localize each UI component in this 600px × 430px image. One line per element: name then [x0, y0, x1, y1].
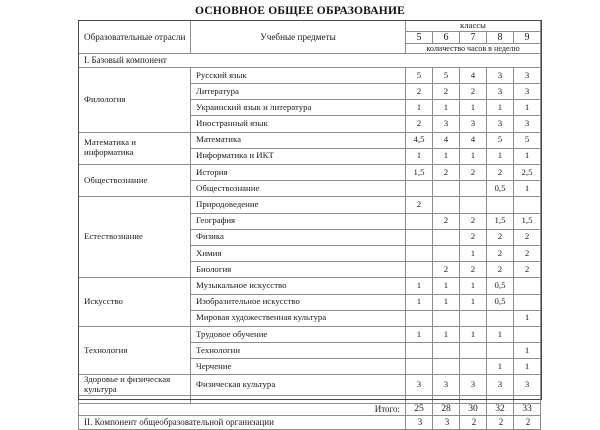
cell-hours-grade-6: 1	[433, 294, 460, 310]
table-body	[79, 53, 541, 429]
cell-hours-grade-5: 2	[406, 197, 433, 213]
header-row-1	[79, 21, 541, 32]
cell-hours-grade-8: 1,5	[487, 213, 514, 229]
cell-hours-grade-8: 1	[487, 326, 514, 342]
section-label: I. Базовый компонент	[79, 53, 541, 67]
cell-subject: Мировая художественная культура	[191, 310, 406, 326]
cell-hours-grade-8: 3	[487, 67, 514, 83]
cell-hours-grade-7: 1	[460, 100, 487, 116]
total-grade-8: 32	[487, 404, 514, 416]
cell-hours-grade-6: 2	[433, 165, 460, 181]
table-row	[79, 67, 541, 83]
cell-subject: Изобразительное искусство	[191, 294, 406, 310]
cell-hours-grade-6: 3	[433, 116, 460, 132]
cell-hours-grade-9: 1	[514, 100, 541, 116]
cell-hours-grade-6: 1	[433, 278, 460, 294]
curriculum-table	[78, 20, 541, 430]
section-two-grade-6: 3	[433, 415, 460, 429]
cell-hours-grade-8: 2	[487, 245, 514, 261]
cell-hours-grade-9: 2,5	[514, 165, 541, 181]
cell-hours-grade-5: 2	[406, 116, 433, 132]
cell-hours-grade-8: 2	[487, 262, 514, 278]
cell-hours-grade-5	[406, 310, 433, 326]
cell-hours-grade-5	[406, 343, 433, 359]
cell-subject: Литература	[191, 84, 406, 100]
cell-hours-grade-9: 3	[514, 84, 541, 100]
cell-hours-grade-5: 1	[406, 326, 433, 342]
cell-hours-grade-7: 3	[460, 375, 487, 396]
header-grade-8: 8	[487, 31, 514, 43]
cell-hours-grade-5	[406, 213, 433, 229]
cell-hours-grade-6	[433, 343, 460, 359]
table-row	[79, 197, 541, 213]
cell-hours-grade-5	[406, 181, 433, 197]
cell-hours-grade-9: 5	[514, 132, 541, 148]
total-label: Итого:	[79, 404, 406, 416]
cell-subject: География	[191, 213, 406, 229]
cell-hours-grade-5: 1	[406, 294, 433, 310]
table-row	[79, 132, 541, 148]
table-row	[79, 326, 541, 342]
cell-hours-grade-5: 1	[406, 148, 433, 164]
cell-hours-grade-5: 1	[406, 278, 433, 294]
cell-hours-grade-6	[433, 310, 460, 326]
cell-hours-grade-9: 1,5	[514, 213, 541, 229]
cell-subject: Технологии	[191, 343, 406, 359]
cell-hours-grade-6	[433, 197, 460, 213]
cell-hours-grade-8: 0,5	[487, 181, 514, 197]
cell-hours-grade-8: 0,5	[487, 294, 514, 310]
cell-hours-grade-5: 4,5	[406, 132, 433, 148]
cell-hours-grade-6	[433, 359, 460, 375]
cell-educational-area: Обществознание	[79, 165, 191, 197]
table-row	[79, 375, 541, 396]
cell-hours-grade-7: 2	[460, 84, 487, 100]
cell-hours-grade-9: 2	[514, 229, 541, 245]
cell-subject: Химия	[191, 245, 406, 261]
cell-hours-grade-6: 3	[433, 375, 460, 396]
header-grade-5: 5	[406, 31, 433, 43]
cell-hours-grade-6	[433, 245, 460, 261]
section-two-grade-7: 2	[460, 415, 487, 429]
cell-hours-grade-7: 4	[460, 67, 487, 83]
header-hours-note: количество часов в неделю	[406, 43, 541, 53]
cell-hours-grade-5: 2	[406, 84, 433, 100]
cell-hours-grade-8	[487, 197, 514, 213]
cell-hours-grade-8: 2	[487, 165, 514, 181]
section-two-grade-9: 2	[514, 415, 541, 429]
cell-hours-grade-8: 3	[487, 84, 514, 100]
cell-hours-grade-8: 1	[487, 359, 514, 375]
cell-hours-grade-6: 1	[433, 148, 460, 164]
cell-hours-grade-7	[460, 310, 487, 326]
cell-subject: История	[191, 165, 406, 181]
header-educational-area: Образовательные отрасли	[79, 21, 191, 54]
section-two-grade-8: 2	[487, 415, 514, 429]
total-grade-5: 25	[406, 404, 433, 416]
cell-hours-grade-5	[406, 245, 433, 261]
cell-hours-grade-7: 2	[460, 165, 487, 181]
cell-subject: Черчение	[191, 359, 406, 375]
cell-hours-grade-6: 2	[433, 84, 460, 100]
cell-subject: Физическая культура	[191, 375, 406, 396]
section-two-grade-5: 3	[406, 415, 433, 429]
cell-hours-grade-7	[460, 181, 487, 197]
cell-hours-grade-5: 5	[406, 67, 433, 83]
cell-subject: Трудовое обучение	[191, 326, 406, 342]
cell-hours-grade-9	[514, 278, 541, 294]
cell-hours-grade-8: 1	[487, 148, 514, 164]
header-classes: классы	[406, 21, 541, 32]
cell-hours-grade-8: 3	[487, 375, 514, 396]
header-grade-9: 9	[514, 31, 541, 43]
cell-hours-grade-9	[514, 326, 541, 342]
header-grade-7: 7	[460, 31, 487, 43]
cell-subject: Обществознание	[191, 181, 406, 197]
header-grade-6: 6	[433, 31, 460, 43]
total-grade-9: 33	[514, 404, 541, 416]
cell-hours-grade-8: 5	[487, 132, 514, 148]
cell-hours-grade-7: 1	[460, 294, 487, 310]
cell-hours-grade-7: 1	[460, 278, 487, 294]
cell-educational-area: Математика и информатика	[79, 132, 191, 164]
cell-hours-grade-7	[460, 343, 487, 359]
cell-hours-grade-6: 2	[433, 262, 460, 278]
header-subjects: Учебные предметы	[191, 21, 406, 54]
cell-subject: Физика	[191, 229, 406, 245]
cell-hours-grade-6: 1	[433, 326, 460, 342]
cell-hours-grade-5	[406, 262, 433, 278]
cell-hours-grade-8: 0,5	[487, 278, 514, 294]
page-title: ОСНОВНОЕ ОБЩЕЕ ОБРАЗОВАНИЕ	[195, 5, 405, 17]
cell-subject: Математика	[191, 132, 406, 148]
cell-hours-grade-7: 2	[460, 213, 487, 229]
cell-hours-grade-8: 3	[487, 116, 514, 132]
cell-hours-grade-7: 1	[460, 245, 487, 261]
cell-hours-grade-5: 1,5	[406, 165, 433, 181]
cell-hours-grade-7	[460, 197, 487, 213]
cell-hours-grade-6: 5	[433, 67, 460, 83]
cell-hours-grade-9: 1	[514, 148, 541, 164]
table-row	[79, 165, 541, 181]
total-grade-6: 28	[433, 404, 460, 416]
table-row	[79, 278, 541, 294]
cell-hours-grade-7: 2	[460, 229, 487, 245]
cell-hours-grade-7: 4	[460, 132, 487, 148]
cell-subject: Музыкальное искусство	[191, 278, 406, 294]
cell-hours-grade-8: 2	[487, 229, 514, 245]
cell-subject: Иностранный язык	[191, 116, 406, 132]
cell-hours-grade-8: 1	[487, 100, 514, 116]
cell-hours-grade-7: 2	[460, 262, 487, 278]
section-two-row	[79, 415, 541, 429]
cell-hours-grade-6: 2	[433, 213, 460, 229]
cell-hours-grade-9: 3	[514, 375, 541, 396]
cell-hours-grade-9: 1	[514, 359, 541, 375]
cell-hours-grade-9: 1	[514, 181, 541, 197]
total-row	[79, 404, 541, 416]
cell-hours-grade-9	[514, 294, 541, 310]
cell-hours-grade-9: 2	[514, 245, 541, 261]
cell-hours-grade-9: 1	[514, 343, 541, 359]
cell-subject: Биология	[191, 262, 406, 278]
cell-hours-grade-9: 3	[514, 67, 541, 83]
cell-hours-grade-5: 3	[406, 375, 433, 396]
cell-hours-grade-5	[406, 229, 433, 245]
table-header	[79, 21, 541, 54]
cell-hours-grade-6: 1	[433, 100, 460, 116]
cell-hours-grade-6	[433, 181, 460, 197]
cell-hours-grade-9: 1	[514, 310, 541, 326]
cell-hours-grade-9	[514, 197, 541, 213]
cell-hours-grade-9: 2	[514, 262, 541, 278]
cell-hours-grade-6: 4	[433, 132, 460, 148]
cell-hours-grade-7: 1	[460, 148, 487, 164]
cell-hours-grade-6	[433, 229, 460, 245]
cell-subject: Информатика и ИКТ	[191, 148, 406, 164]
cell-hours-grade-8	[487, 343, 514, 359]
cell-subject: Украинский язык и литература	[191, 100, 406, 116]
cell-hours-grade-8	[487, 310, 514, 326]
cell-educational-area: Искусство	[79, 278, 191, 327]
cell-hours-grade-5	[406, 359, 433, 375]
section-header-row	[79, 53, 541, 67]
cell-subject: Русский язык	[191, 67, 406, 83]
cell-educational-area: Филология	[79, 67, 191, 132]
cell-educational-area: Естествознание	[79, 197, 191, 278]
section-two-label: II. Компонент общеобразовательной организации	[79, 415, 406, 429]
cell-subject: Природоведение	[191, 197, 406, 213]
cell-educational-area: Технология	[79, 326, 191, 375]
cell-educational-area: Здоровье и физическая культура	[79, 375, 191, 396]
cell-hours-grade-7	[460, 359, 487, 375]
cell-hours-grade-7: 3	[460, 116, 487, 132]
cell-hours-grade-7: 1	[460, 326, 487, 342]
cell-hours-grade-9: 3	[514, 116, 541, 132]
total-grade-7: 30	[460, 404, 487, 416]
cell-hours-grade-5: 1	[406, 100, 433, 116]
